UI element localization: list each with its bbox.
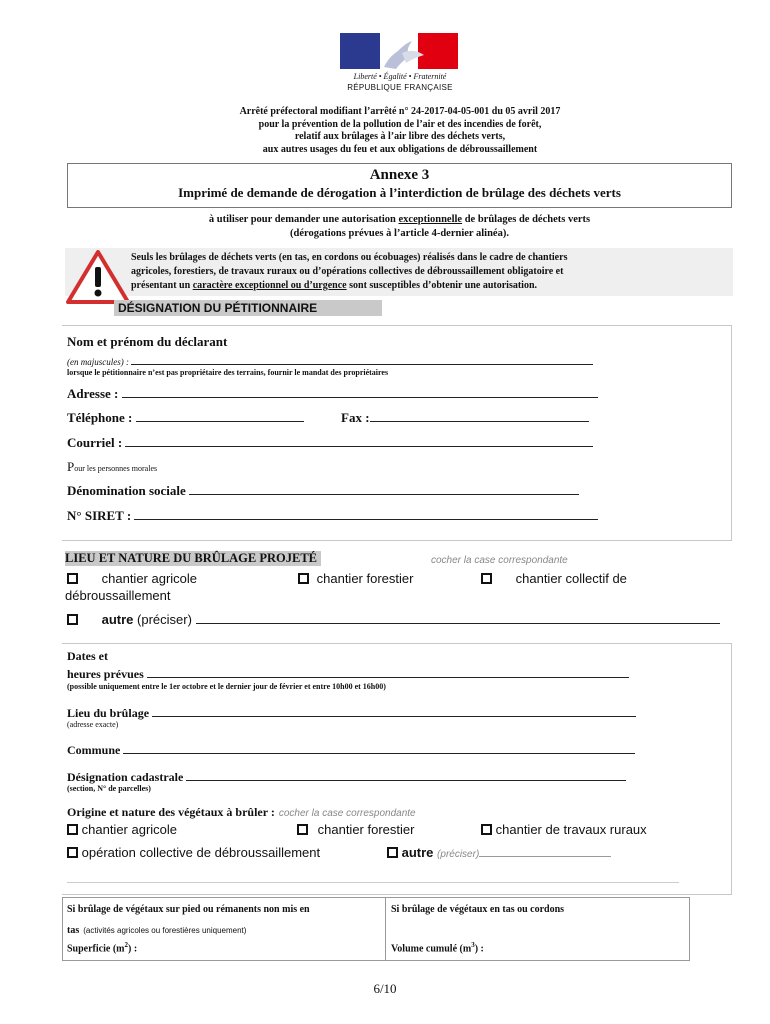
intro-line-1 bbox=[67, 214, 732, 225]
origin-forest-label: chantier forestier bbox=[317, 822, 415, 837]
place-field[interactable] bbox=[152, 704, 636, 717]
warning-emphasis: caractère exceptionnel ou d’urgence bbox=[192, 280, 347, 291]
location-heading: LIEU ET NATURE DU BRÛLAGE PROJETÉ bbox=[65, 551, 321, 566]
warning-text bbox=[131, 251, 731, 293]
decree-line: aux autres usages du feu et aux obligations de débroussaillement bbox=[262, 143, 538, 155]
checkbox[interactable] bbox=[297, 824, 308, 835]
commune-row bbox=[67, 741, 635, 758]
intro-text-end: de brûlages de déchets verts bbox=[462, 214, 591, 225]
volume-unit-sup: 3 bbox=[471, 941, 475, 949]
email-row bbox=[67, 434, 593, 451]
commune-label: Commune bbox=[67, 743, 121, 757]
siret-field[interactable] bbox=[134, 507, 598, 520]
name-row bbox=[67, 352, 593, 367]
origin-collective[interactable] bbox=[67, 845, 320, 860]
warning-text-end: sont susceptibles d’obtenir une autorisation. bbox=[346, 280, 538, 291]
volume-field[interactable] bbox=[391, 941, 484, 954]
cadastre-label: Désignation cadastrale bbox=[67, 770, 184, 784]
warning-line: agricoles, forestiers, de travaux ruraux ou d’opérations collectives de débroussaillement obligatoire et bbox=[131, 266, 564, 277]
checkbox[interactable] bbox=[67, 847, 78, 858]
phone-field[interactable] bbox=[136, 409, 304, 422]
intro-line-2: (dérogations prévues à l’article 4-dernier alinéa). bbox=[290, 228, 509, 239]
place-note: (adresse exacte) bbox=[67, 720, 119, 729]
volume-label: Volume cumulé (m bbox=[391, 943, 472, 955]
checkbox[interactable] bbox=[298, 573, 309, 584]
checkbox[interactable] bbox=[481, 573, 492, 584]
cadastre-note: (section, N° de parcelles) bbox=[67, 784, 151, 793]
option-forest[interactable] bbox=[298, 571, 413, 586]
origin-other-hint: (préciser) bbox=[437, 849, 480, 860]
origin-other-field[interactable] bbox=[479, 847, 611, 857]
place-label: Lieu du brûlage bbox=[67, 706, 150, 720]
surface-field[interactable] bbox=[67, 941, 137, 954]
left-title-tas: tas bbox=[67, 925, 80, 936]
fax-row bbox=[341, 409, 589, 426]
origin-agri-label: chantier agricole bbox=[81, 822, 178, 837]
siret-row bbox=[67, 507, 598, 524]
checkbox[interactable] bbox=[387, 847, 398, 858]
decree-title bbox=[120, 106, 680, 156]
company-label: Dénomination sociale bbox=[67, 483, 186, 498]
email-label: Courriel : bbox=[67, 435, 123, 450]
origin-label: Origine et nature des végétaux à brûler : bbox=[67, 805, 275, 819]
left-title-b bbox=[67, 920, 246, 938]
option-agri[interactable] bbox=[67, 571, 197, 586]
decree-line: pour la prévention de la pollution de l’air et des incendies de forêt, bbox=[258, 118, 542, 130]
origin-rural-label: chantier de travaux ruraux bbox=[495, 822, 647, 837]
company-field[interactable] bbox=[189, 482, 579, 495]
option-other[interactable] bbox=[67, 611, 720, 627]
motto: Liberté • Égalité • Fraternité bbox=[353, 72, 447, 81]
origin-other[interactable] bbox=[387, 845, 611, 860]
commune-field[interactable] bbox=[123, 741, 635, 754]
dates-label-b: heures prévues bbox=[67, 667, 144, 681]
email-field[interactable] bbox=[125, 434, 593, 447]
annex-box bbox=[67, 163, 732, 208]
origin-forest[interactable] bbox=[297, 822, 414, 837]
name-note: lorsque le pétitionnaire n’est pas propriétaire des terrains, fournir le mandat des propriétaires bbox=[67, 368, 389, 377]
option-other-label: autre bbox=[101, 612, 134, 627]
intro-text: à utiliser pour demander une autorisation bbox=[208, 214, 399, 225]
dates-label-a: Dates et bbox=[67, 649, 108, 663]
option-agri-label: chantier agricole bbox=[101, 571, 198, 586]
legal-note-rest: our les personnes morales bbox=[74, 464, 158, 473]
right-title: Si brûlage de végétaux en tas ou cordons bbox=[391, 904, 565, 915]
republic-label: RÉPUBLIQUE FRANÇAISE bbox=[347, 83, 453, 92]
company-row bbox=[67, 482, 579, 499]
left-title-hint: (activités agricoles ou forestières uniquement) bbox=[83, 926, 247, 935]
cadastre-row bbox=[67, 768, 626, 785]
phone-label: Téléphone : bbox=[67, 410, 133, 425]
annex-title: Imprimé de demande de dérogation à l’interdiction de brûlage des déchets verts bbox=[178, 185, 621, 200]
decree-line: relatif aux brûlages à l’air libre des déchets verts, bbox=[294, 131, 506, 142]
warning-line: Seuls les brûlages de déchets verts (en tas, en cordons ou écobuages) réalisés dans le cadre de chantiers bbox=[131, 252, 568, 263]
address-field[interactable] bbox=[122, 385, 598, 398]
legal-note-cap: P bbox=[67, 459, 75, 474]
left-title-a: Si brûlage de végétaux sur pied ou rémanents non mis en bbox=[67, 904, 310, 915]
origin-collective-label: opération collective de débroussaillement bbox=[81, 845, 321, 860]
origin-row bbox=[67, 803, 416, 821]
dates-row bbox=[67, 665, 629, 682]
address-row bbox=[67, 385, 598, 402]
option-collective[interactable] bbox=[481, 571, 627, 586]
intro-emphasis: exceptionnelle bbox=[398, 214, 463, 225]
checkbox[interactable] bbox=[67, 573, 78, 584]
name-hint: (en majuscules) : bbox=[67, 357, 129, 367]
page-number: 6/10 bbox=[373, 981, 397, 996]
fax-field[interactable] bbox=[370, 409, 589, 422]
decree-line: Arrêté préfectoral modifiant l’arrêté n° 24-2017-04-05-001 du 05 avril 2017 bbox=[239, 106, 561, 117]
legal-note bbox=[67, 458, 157, 476]
surface-label: Superficie (m bbox=[67, 943, 125, 955]
option-other-hint: (préciser) bbox=[137, 612, 192, 627]
name-field[interactable] bbox=[131, 352, 593, 365]
volume-label-end: ) : bbox=[474, 943, 484, 955]
origin-rural[interactable] bbox=[481, 822, 647, 837]
origin-hint: cocher la case correspondante bbox=[278, 808, 416, 819]
place-row bbox=[67, 704, 636, 721]
surface-unit-sup: 2 bbox=[124, 941, 128, 949]
checkbox[interactable] bbox=[481, 824, 492, 835]
option-collective-label-cont: débroussaillement bbox=[65, 588, 171, 603]
checkbox[interactable] bbox=[67, 824, 78, 835]
name-label: Nom et prénom du déclarant bbox=[67, 334, 228, 349]
address-label: Adresse : bbox=[67, 386, 119, 401]
cadastre-field[interactable] bbox=[186, 768, 626, 781]
petitioner-heading: DÉSIGNATION DU PÉTITIONNAIRE bbox=[114, 300, 382, 316]
warning-line bbox=[131, 279, 731, 293]
origin-agri[interactable] bbox=[67, 822, 177, 837]
origin-other-label: autre bbox=[401, 845, 434, 860]
option-other-field[interactable] bbox=[196, 611, 720, 624]
warning-text-part: présentant un bbox=[131, 280, 193, 291]
checkbox[interactable] bbox=[67, 614, 78, 625]
location-hint: cocher la case correspondante bbox=[431, 555, 568, 566]
fax-label: Fax : bbox=[341, 410, 370, 425]
dates-field[interactable] bbox=[147, 665, 629, 678]
table-divider bbox=[385, 897, 386, 961]
origin-extra-line[interactable] bbox=[67, 882, 679, 883]
surface-label-end: ) : bbox=[128, 943, 138, 955]
dates-note: (possible uniquement entre le 1er octobre et le dernier jour de février et entre 10h00 et 16h00) bbox=[67, 682, 386, 691]
option-forest-label: chantier forestier bbox=[316, 571, 414, 586]
annex-number: Annexe 3 bbox=[369, 167, 430, 183]
siret-label: N° SIRET : bbox=[67, 508, 132, 523]
option-collective-label: chantier collectif de bbox=[515, 571, 627, 586]
phone-row bbox=[67, 409, 304, 426]
